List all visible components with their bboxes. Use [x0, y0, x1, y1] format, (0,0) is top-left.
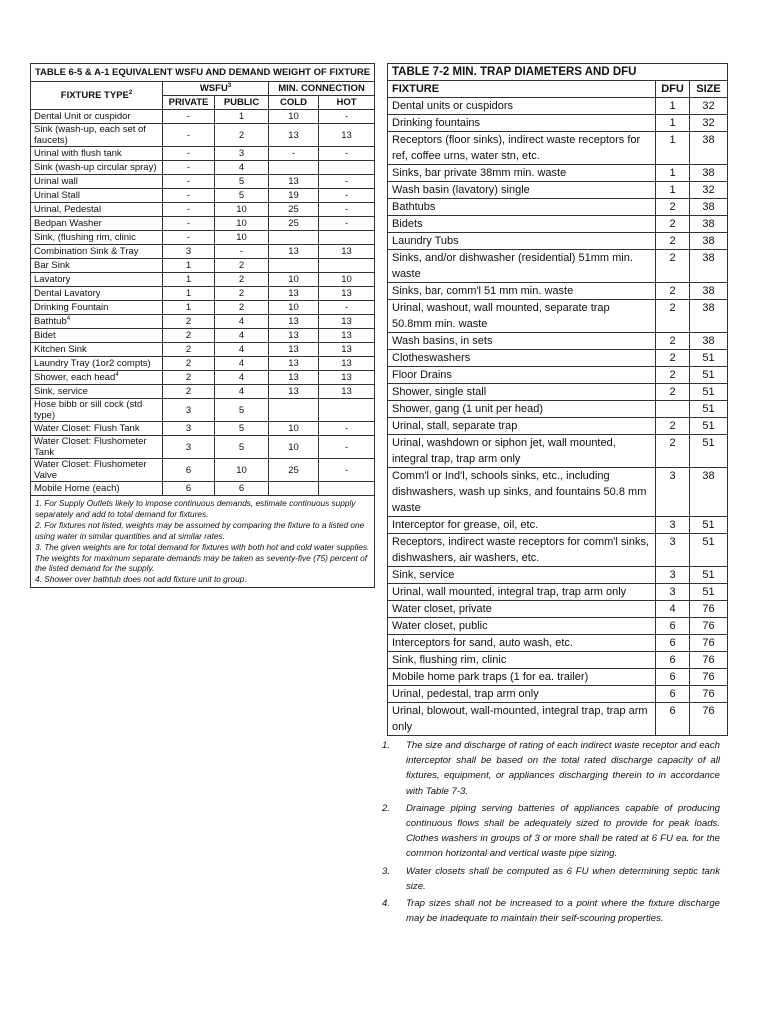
cold-cell: 13 — [269, 124, 319, 147]
private-cell: 1 — [163, 273, 215, 287]
dfu-cell — [656, 401, 690, 418]
trap-dfu-row — [388, 703, 728, 736]
hot-cell — [319, 482, 375, 496]
fixture-cell: Interceptors for sand, auto wash, etc. — [388, 635, 656, 652]
wsfu-row — [31, 110, 375, 124]
dfu-cell: 2 — [656, 418, 690, 435]
public-cell: 4 — [215, 315, 269, 329]
size-cell: 51 — [690, 517, 728, 534]
fixture-type-cell: Sink (wash-up, each set of faucets) — [31, 124, 163, 147]
dfu-cell: 2 — [656, 233, 690, 250]
fixture-cell: Clotheswashers — [388, 350, 656, 367]
trap-dfu-row — [388, 333, 728, 350]
trap-dfu-row — [388, 115, 728, 132]
wsfu-row — [31, 161, 375, 175]
private-cell: - — [163, 147, 215, 161]
wsfu-row — [31, 147, 375, 161]
public-cell: 5 — [215, 422, 269, 436]
header-hot: HOT — [319, 96, 375, 110]
private-cell: 1 — [163, 287, 215, 301]
trap-dfu-row — [388, 350, 728, 367]
trap-dfu-row — [388, 401, 728, 418]
cold-cell — [269, 161, 319, 175]
fixture-cell: Sinks, bar, comm'l 51 mm min. waste — [388, 283, 656, 300]
private-cell: - — [163, 175, 215, 189]
header-dfu: DFU — [656, 81, 690, 98]
size-cell: 38 — [690, 199, 728, 216]
cold-cell: 10 — [269, 436, 319, 459]
hot-cell — [319, 399, 375, 422]
dfu-cell: 1 — [656, 115, 690, 132]
cold-cell: 13 — [269, 287, 319, 301]
size-cell: 32 — [690, 182, 728, 199]
private-cell: 1 — [163, 301, 215, 315]
dfu-cell: 3 — [656, 567, 690, 584]
header-cold: COLD — [269, 96, 319, 110]
size-cell: 38 — [690, 233, 728, 250]
hot-cell: - — [319, 217, 375, 231]
fixture-cell: Bidets — [388, 216, 656, 233]
trap-dfu-row — [388, 384, 728, 401]
trap-dfu-row — [388, 669, 728, 686]
wsfu-row — [31, 273, 375, 287]
fixture-cell: Receptors (floor sinks), indirect waste receptors for ref, coffee urns, water stn, etc. — [388, 132, 656, 165]
trap-dfu-table — [387, 63, 728, 736]
size-cell: 38 — [690, 165, 728, 182]
private-cell: 3 — [163, 399, 215, 422]
dfu-cell: 6 — [656, 652, 690, 669]
public-cell: 4 — [215, 357, 269, 371]
private-cell: - — [163, 217, 215, 231]
trap-dfu-row — [388, 182, 728, 199]
wsfu-row — [31, 422, 375, 436]
cold-cell: 25 — [269, 203, 319, 217]
note-item: 3. Water closets shall be computed as 6 FU when determining septic tank size. — [382, 865, 720, 892]
hot-cell: 13 — [319, 385, 375, 399]
private-cell: 1 — [163, 259, 215, 273]
dfu-cell: 2 — [656, 300, 690, 333]
private-cell: - — [163, 124, 215, 147]
size-cell: 51 — [690, 567, 728, 584]
private-cell: - — [163, 231, 215, 245]
public-cell: 2 — [215, 301, 269, 315]
public-cell: 4 — [215, 371, 269, 385]
fixture-type-cell: Water Closet: Flushometer Tank — [31, 436, 163, 459]
fixture-type-cell: Urinal Stall — [31, 189, 163, 203]
hot-cell: - — [319, 436, 375, 459]
note-item: 1. The size and discharge of rating of each indirect waste receptor and each interceptor shall be based on the total rated discharge capacity of all fixtures, equipment, or appliances discharging therein to in accordance with Table 7-3. — [382, 740, 720, 797]
wsfu-note: 4. Shower over bathtub does not add fixture unit to group. — [35, 574, 247, 585]
trap-dfu-row — [388, 517, 728, 534]
fixture-cell: Shower, single stall — [388, 384, 656, 401]
fixture-type-cell: Shower, each head$^4$ — [31, 371, 163, 385]
trap-dfu-row — [388, 584, 728, 601]
cold-cell: 13 — [269, 175, 319, 189]
public-cell: 5 — [215, 189, 269, 203]
size-cell: 51 — [690, 418, 728, 435]
hot-cell: - — [319, 175, 375, 189]
dfu-cell: 3 — [656, 517, 690, 534]
wsfu-table — [30, 63, 375, 588]
size-cell: 38 — [690, 300, 728, 333]
size-cell: 76 — [690, 669, 728, 686]
hot-cell: 13 — [319, 287, 375, 301]
hot-cell: 13 — [319, 357, 375, 371]
private-cell: 2 — [163, 357, 215, 371]
hot-cell: 13 — [319, 245, 375, 259]
fixture-cell: Receptors, indirect waste receptors for comm'l sinks, dishwashers, air washers, etc. — [388, 534, 656, 567]
public-cell: 5 — [215, 175, 269, 189]
wsfu-note: 2. For fixtures not listed, weights may be assumed by comparing the fixture to a listed one using water in similar quantities and at similar rates. — [35, 519, 365, 541]
size-cell: 32 — [690, 115, 728, 132]
dfu-cell: 1 — [656, 132, 690, 165]
size-cell: 38 — [690, 468, 728, 517]
cold-cell — [269, 259, 319, 273]
fixture-cell: Interceptor for grease, oil, etc. — [388, 517, 656, 534]
trap-dfu-table-title: TABLE 7-2 MIN. TRAP DIAMETERS AND DFU — [388, 64, 728, 81]
wsfu-note: 3. The given weights are for total demand for fixtures with both hot and cold water supplies. The weights for maximum separate demands may be taken as seventy-five (75) percent of the listed demand for the supply. — [35, 541, 370, 574]
size-cell: 76 — [690, 652, 728, 669]
fixture-type-cell: Dental Lavatory — [31, 287, 163, 301]
dfu-cell: 2 — [656, 333, 690, 350]
fixture-type-cell: Bidet — [31, 329, 163, 343]
hot-cell — [319, 161, 375, 175]
cold-cell: 13 — [269, 371, 319, 385]
size-cell: 38 — [690, 250, 728, 283]
dfu-cell: 6 — [656, 635, 690, 652]
dfu-cell: 2 — [656, 250, 690, 283]
hot-cell: - — [319, 203, 375, 217]
fixture-type-cell: Urinal wall — [31, 175, 163, 189]
trap-dfu-row — [388, 367, 728, 384]
size-cell: 38 — [690, 216, 728, 233]
fixture-cell: Mobile home park traps (1 for ea. trailer) — [388, 669, 656, 686]
cold-cell: 13 — [269, 357, 319, 371]
fixture-cell: Wash basin (lavatory) single — [388, 182, 656, 199]
fixture-cell: Urinal, pedestal, trap arm only — [388, 686, 656, 703]
fixture-type-cell: Bar Sink — [31, 259, 163, 273]
fixture-cell: Sink, flushing rim, clinic — [388, 652, 656, 669]
private-cell: 6 — [163, 482, 215, 496]
wsfu-table-title: TABLE 6-5 & A-1 EQUIVALENT WSFU AND DEMAND WEIGHT OF FIXTURE — [31, 64, 375, 82]
cold-cell: 10 — [269, 273, 319, 287]
dfu-cell: 6 — [656, 686, 690, 703]
size-cell: 38 — [690, 333, 728, 350]
public-cell: 3 — [215, 147, 269, 161]
private-cell: - — [163, 110, 215, 124]
wsfu-row — [31, 259, 375, 273]
fixture-cell: Water closet, public — [388, 618, 656, 635]
hot-cell: 13 — [319, 124, 375, 147]
public-cell: 10 — [215, 459, 269, 482]
size-cell: 51 — [690, 584, 728, 601]
hot-cell — [319, 259, 375, 273]
wsfu-row — [31, 231, 375, 245]
fixture-cell: Comm'l or Ind'l, schools sinks, etc., including dishwashers, wash up sinks, and fountains 50.8 mm waste — [388, 468, 656, 517]
hot-cell: - — [319, 459, 375, 482]
dfu-cell: 2 — [656, 216, 690, 233]
fixture-cell: Wash basins, in sets — [388, 333, 656, 350]
fixture-type-cell: Sink, service — [31, 385, 163, 399]
hot-cell: 13 — [319, 315, 375, 329]
size-cell: 51 — [690, 350, 728, 367]
private-cell: - — [163, 161, 215, 175]
dfu-cell: 3 — [656, 584, 690, 601]
trap-dfu-row — [388, 250, 728, 283]
fixture-type-cell: Lavatory — [31, 273, 163, 287]
fixture-type-cell: Drinking Fountain — [31, 301, 163, 315]
private-cell: 2 — [163, 329, 215, 343]
size-cell: 76 — [690, 618, 728, 635]
trap-dfu-row — [388, 435, 728, 468]
private-cell: 2 — [163, 371, 215, 385]
cold-cell: 13 — [269, 343, 319, 357]
fixture-cell: Drinking fountains — [388, 115, 656, 132]
fixture-type-cell: Dental Unit or cuspidor — [31, 110, 163, 124]
header-public: PUBLIC — [215, 96, 269, 110]
dfu-cell: 2 — [656, 283, 690, 300]
fixture-cell: Urinal, blowout, wall-mounted, integral trap, trap arm only — [388, 703, 656, 736]
public-cell: 2 — [215, 287, 269, 301]
trap-dfu-row — [388, 635, 728, 652]
wsfu-row — [31, 357, 375, 371]
cold-cell — [269, 399, 319, 422]
fixture-type-cell: Kitchen Sink — [31, 343, 163, 357]
wsfu-row — [31, 203, 375, 217]
fixture-cell: Floor Drains — [388, 367, 656, 384]
trap-dfu-row — [388, 567, 728, 584]
public-cell: 2 — [215, 273, 269, 287]
public-cell: 10 — [215, 231, 269, 245]
size-cell: 38 — [690, 283, 728, 300]
hot-cell: - — [319, 189, 375, 203]
private-cell: 2 — [163, 315, 215, 329]
cold-cell: 13 — [269, 385, 319, 399]
trap-dfu-row — [388, 601, 728, 618]
cold-cell: 25 — [269, 217, 319, 231]
fixture-cell: Shower, gang (1 unit per head) — [388, 401, 656, 418]
wsfu-row — [31, 315, 375, 329]
trap-dfu-row — [388, 98, 728, 115]
fixture-type-cell: Water Closet: Flushometer Valve — [31, 459, 163, 482]
trap-dfu-row — [388, 618, 728, 635]
dfu-cell: 1 — [656, 98, 690, 115]
fixture-type-cell: Hose bibb or sill cock (std type) — [31, 399, 163, 422]
fixture-cell: Urinal, stall, separate trap — [388, 418, 656, 435]
fixture-cell: Urinal, washdown or siphon jet, wall mounted, integral trap, trap arm only — [388, 435, 656, 468]
fixture-cell: Bathtubs — [388, 199, 656, 216]
dfu-cell: 6 — [656, 703, 690, 736]
fixture-type-cell: Combination Sink & Tray — [31, 245, 163, 259]
wsfu-row — [31, 436, 375, 459]
trap-dfu-row — [388, 686, 728, 703]
cold-cell: 10 — [269, 422, 319, 436]
fixture-type-cell: Bedpan Washer — [31, 217, 163, 231]
wsfu-row — [31, 385, 375, 399]
size-cell: 51 — [690, 384, 728, 401]
fixture-type-cell: Bathtub$^4$ — [31, 315, 163, 329]
fixture-cell: Sinks, and/or dishwasher (residential) 51mm min. waste — [388, 250, 656, 283]
cold-cell: - — [269, 147, 319, 161]
private-cell: 2 — [163, 385, 215, 399]
public-cell: 10 — [215, 203, 269, 217]
fixture-cell: Urinal, wall mounted, integral trap, trap arm only — [388, 584, 656, 601]
fixture-cell: Urinal, washout, wall mounted, separate trap 50.8mm min. waste — [388, 300, 656, 333]
hot-cell — [319, 231, 375, 245]
cold-cell: 25 — [269, 459, 319, 482]
public-cell: 1 — [215, 110, 269, 124]
trap-dfu-row — [388, 534, 728, 567]
cold-cell: 13 — [269, 329, 319, 343]
trap-dfu-row — [388, 216, 728, 233]
hot-cell: - — [319, 147, 375, 161]
private-cell: 3 — [163, 245, 215, 259]
dfu-cell: 2 — [656, 199, 690, 216]
dfu-cell: 2 — [656, 435, 690, 468]
trap-dfu-notes — [382, 738, 720, 928]
cold-cell — [269, 482, 319, 496]
header-min-connection: MIN. CONNECTION — [269, 82, 375, 96]
size-cell: 51 — [690, 401, 728, 418]
public-cell: - — [215, 245, 269, 259]
fixture-type-cell: Mobile Home (each) — [31, 482, 163, 496]
header-fixture-type: FIXTURE TYPE$^2$ — [31, 82, 163, 110]
fixture-cell: Water closet, private — [388, 601, 656, 618]
size-cell: 51 — [690, 534, 728, 567]
size-cell: 51 — [690, 435, 728, 468]
cold-cell — [269, 231, 319, 245]
size-cell: 32 — [690, 98, 728, 115]
fixture-type-cell: Sink, (flushing rim, clinic — [31, 231, 163, 245]
cold-cell: 10 — [269, 301, 319, 315]
public-cell: 6 — [215, 482, 269, 496]
size-cell: 38 — [690, 132, 728, 165]
note-item: 2. Drainage piping serving batteries of appliances capable of producing continuous flows shall be adequately sized to provide for peak loads. Clothes washers in groups of 3 or more shall be rated at 6 FU ea. for the common horizontal and vertical waste pipe sizing. — [382, 802, 720, 860]
private-cell: 3 — [163, 436, 215, 459]
public-cell: 2 — [215, 124, 269, 147]
wsfu-row — [31, 482, 375, 496]
trap-dfu-row — [388, 132, 728, 165]
size-cell: 51 — [690, 367, 728, 384]
trap-dfu-row — [388, 418, 728, 435]
dfu-cell: 6 — [656, 618, 690, 635]
wsfu-row — [31, 343, 375, 357]
hot-cell: 13 — [319, 371, 375, 385]
header-fixture: FIXTURE — [388, 81, 656, 98]
wsfu-row — [31, 301, 375, 315]
private-cell: 3 — [163, 422, 215, 436]
private-cell: 2 — [163, 343, 215, 357]
fixture-type-cell: Urinal, Pedestal — [31, 203, 163, 217]
fixture-cell: Sink, service — [388, 567, 656, 584]
trap-dfu-row — [388, 199, 728, 216]
public-cell: 5 — [215, 436, 269, 459]
wsfu-row — [31, 217, 375, 231]
private-cell: - — [163, 203, 215, 217]
wsfu-row — [31, 287, 375, 301]
wsfu-row — [31, 399, 375, 422]
size-cell: 76 — [690, 601, 728, 618]
public-cell: 4 — [215, 161, 269, 175]
header-size: SIZE — [690, 81, 728, 98]
size-cell: 76 — [690, 686, 728, 703]
trap-dfu-row — [388, 233, 728, 250]
dfu-cell: 4 — [656, 601, 690, 618]
cold-cell: 13 — [269, 245, 319, 259]
public-cell: 2 — [215, 259, 269, 273]
public-cell: 4 — [215, 343, 269, 357]
trap-dfu-row — [388, 468, 728, 517]
public-cell: 4 — [215, 329, 269, 343]
dfu-cell: 6 — [656, 669, 690, 686]
header-private: PRIVATE — [163, 96, 215, 110]
wsfu-note: 1. For Supply Outlets likely to impose continuous demands, estimate continuous supply separately and add to total demand for fixtures. — [35, 498, 356, 519]
public-cell: 4 — [215, 385, 269, 399]
trap-dfu-row — [388, 300, 728, 333]
dfu-cell: 2 — [656, 367, 690, 384]
fixture-type-cell: Urinal with flush tank — [31, 147, 163, 161]
public-cell: 10 — [215, 217, 269, 231]
size-cell: 76 — [690, 703, 728, 736]
cold-cell: 10 — [269, 110, 319, 124]
fixture-cell: Laundry Tubs — [388, 233, 656, 250]
private-cell: - — [163, 189, 215, 203]
wsfu-row — [31, 189, 375, 203]
trap-dfu-row — [388, 283, 728, 300]
dfu-cell: 3 — [656, 534, 690, 567]
note-item: 4. Trap sizes shall not be increased to a point where the fixture discharge may be inadequate to maintain their self-scouring properties. — [382, 898, 720, 925]
fixture-cell: Dental units or cuspidors — [388, 98, 656, 115]
hot-cell: 13 — [319, 343, 375, 357]
header-wsfu: WSFU$^3$ — [163, 82, 269, 96]
wsfu-row — [31, 124, 375, 147]
fixture-type-cell: Sink (wash-up circular spray) — [31, 161, 163, 175]
cold-cell: 19 — [269, 189, 319, 203]
dfu-cell: 2 — [656, 384, 690, 401]
trap-dfu-row — [388, 165, 728, 182]
wsfu-row — [31, 245, 375, 259]
hot-cell: 13 — [319, 329, 375, 343]
fixture-type-cell: Laundry Tray (1or2 compts) — [31, 357, 163, 371]
private-cell: 6 — [163, 459, 215, 482]
dfu-cell: 1 — [656, 182, 690, 199]
cold-cell: 13 — [269, 315, 319, 329]
size-cell: 76 — [690, 635, 728, 652]
public-cell: 5 — [215, 399, 269, 422]
hot-cell: - — [319, 422, 375, 436]
wsfu-table-notes — [31, 496, 375, 588]
wsfu-row — [31, 459, 375, 482]
hot-cell: - — [319, 301, 375, 315]
trap-dfu-row — [388, 652, 728, 669]
wsfu-row — [31, 175, 375, 189]
wsfu-row — [31, 371, 375, 385]
dfu-cell: 3 — [656, 468, 690, 517]
wsfu-row — [31, 329, 375, 343]
fixture-cell: Sinks, bar private 38mm min. waste — [388, 165, 656, 182]
hot-cell: - — [319, 110, 375, 124]
dfu-cell: 1 — [656, 165, 690, 182]
fixture-type-cell: Water Closet: Flush Tank — [31, 422, 163, 436]
hot-cell: 10 — [319, 273, 375, 287]
dfu-cell: 2 — [656, 350, 690, 367]
